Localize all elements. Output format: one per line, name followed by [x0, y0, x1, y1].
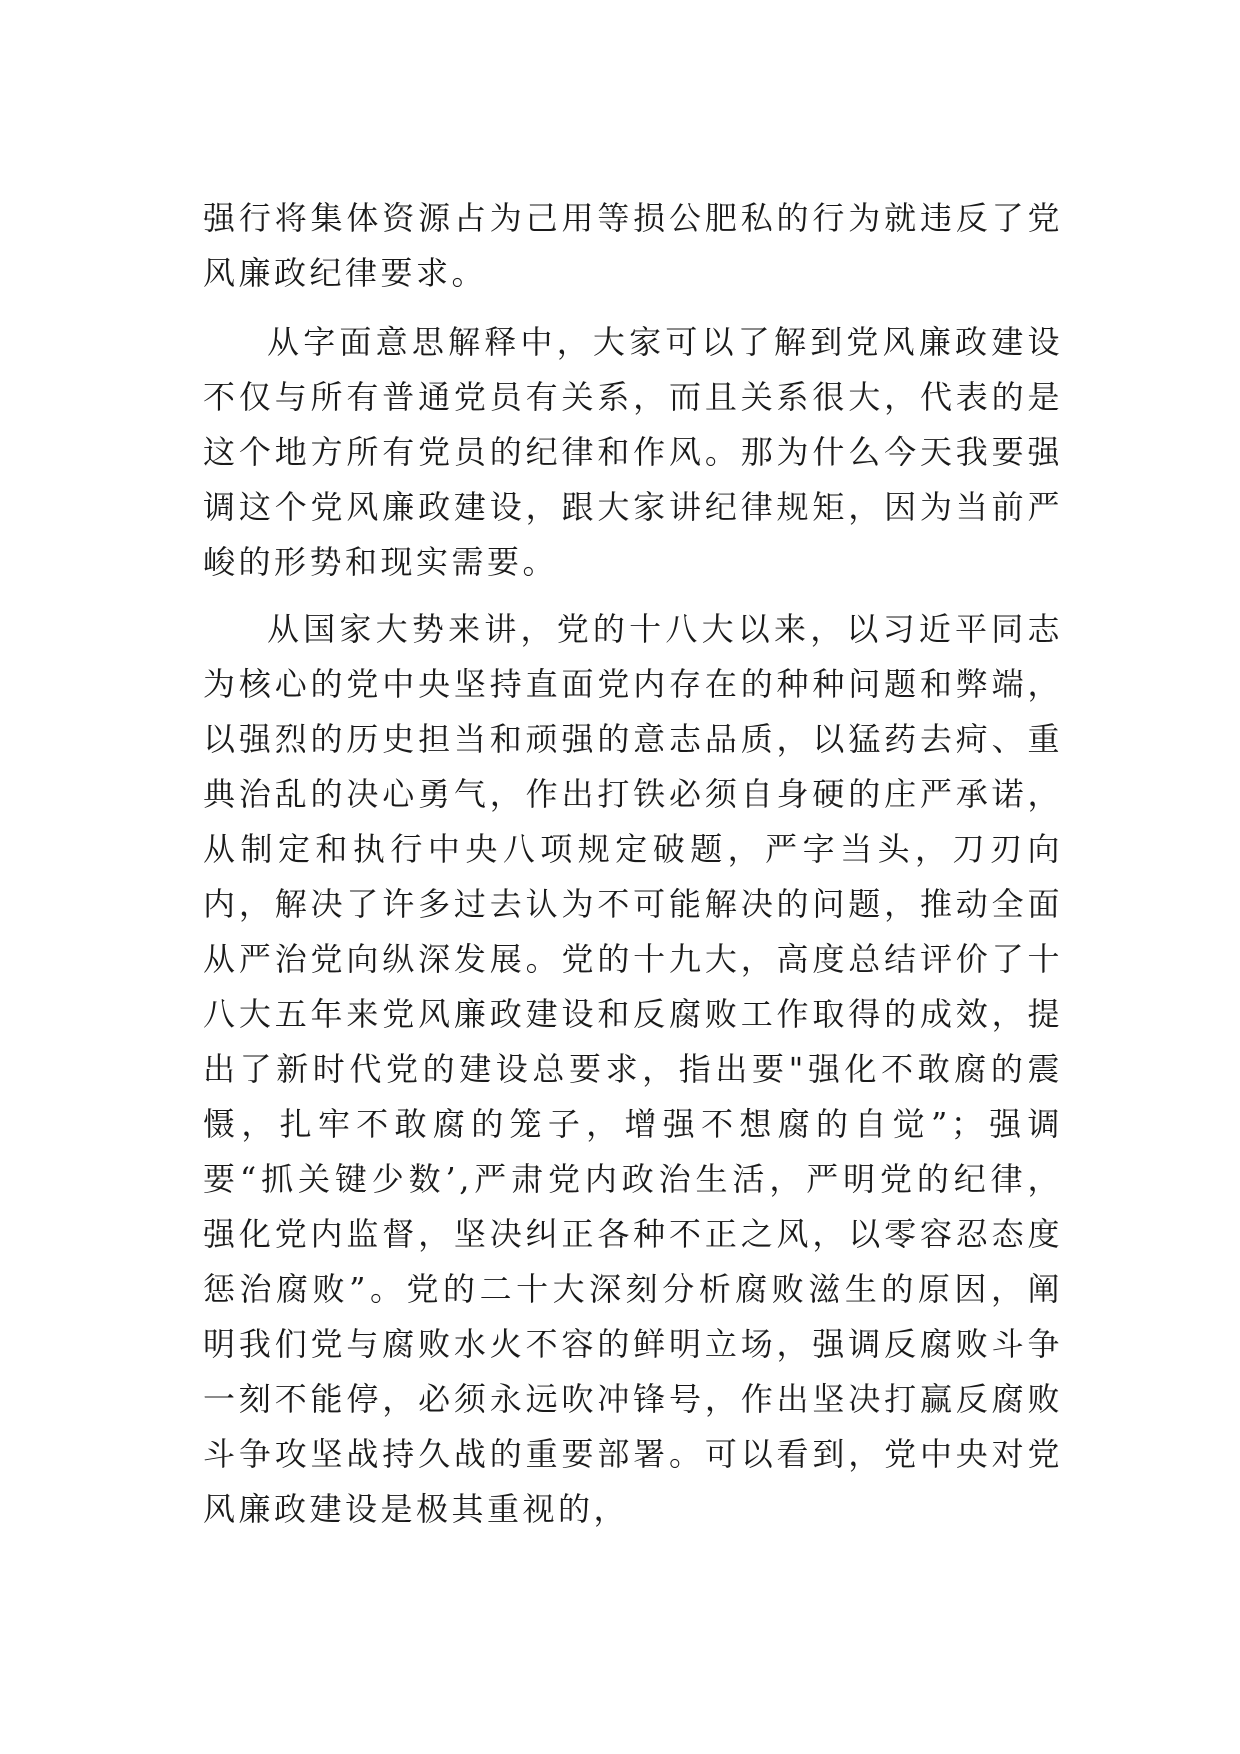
document-body: [203, 191, 1063, 1549]
paragraph-national-situation: 从国家大势来讲，党的十八大以来，以习近平同志为核心的党中央坚持直面党内存在的种种问题和弊端，以强烈的历史担当和顽强的意志品质，以猛药去疴、重典治乱的决心勇气，作出打铁必须自身硬的庄严承诺，从制定和执行中央八项规定破题，严字当头，刀刃向内，解决了许多过去认为不可能解决的问题，推动全面从严治党向纵深发展。党的十九大，高度总结评价了十八大五年来党风廉政建设和反腐败工作取得的成效，提出了新时代党的建设总要求，指出要"强化不敢腐的震慑，扎牢不敢腐的笼子，增强不想腐的自觉”；强调要“抓关键少数’,严肃党内政治生活，严明党的纪律，强化党内监督，坚决纠正各种不正之风，以零容忍态度惩治腐败”。党的二十大深刻分析腐败滋生的原因，阐明我们党与腐败水火不容的鲜明立场，强调反腐败斗争一刻不能停，必须永远吹冲锋号，作出坚决打赢反腐败斗争攻坚战持久战的重要部署。可以看到，党中央对党风廉政建设是极其重视的，: [203, 610, 1063, 1528]
paragraph-continuation: 强行将集体资源占为己用等损公肥私的行为就违反了党风廉政纪律要求。: [203, 199, 1063, 292]
paragraph-literal-meaning: 从字面意思解释中，大家可以了解到党风廉政建设不仅与所有普通党员有关系，而且关系很大，代表的是这个地方所有党员的纪律和作风。那为什么今天我要强调这个党风廉政建设，跟大家讲纪律规矩，因为当前严峻的形势和现实需要。: [203, 323, 1063, 581]
